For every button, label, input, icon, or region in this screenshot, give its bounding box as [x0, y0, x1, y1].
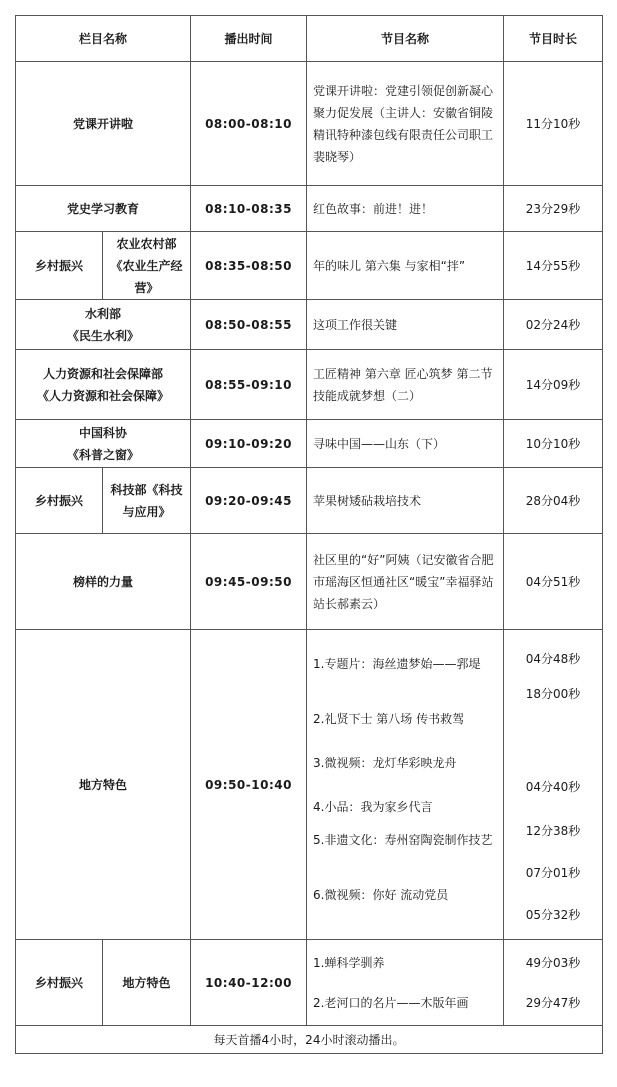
- duration-cell: 28分04秒: [504, 468, 603, 534]
- column-cell: [16, 300, 191, 350]
- table-row: [16, 940, 603, 1026]
- time-cell: 09:20-09:45: [191, 468, 307, 534]
- time-cell: 08:00-08:10: [191, 62, 307, 186]
- duration-item: 29分47秒: [525, 995, 581, 1010]
- program-item: 2.礼贤下士 第八场 传书救驾: [313, 711, 465, 726]
- duration-cell: 02分24秒: [504, 300, 603, 350]
- column-cell: [16, 420, 191, 468]
- duration-cell: 04分51秒: [504, 534, 603, 630]
- column-cell: 乡村振兴: [16, 232, 103, 300]
- time-cell: 08:10-08:35: [191, 186, 307, 232]
- footer-note: 每天首播4小时，24小时滚动播出。: [16, 1026, 603, 1054]
- header-column: 栏目名称: [16, 16, 191, 62]
- table-row: [16, 62, 603, 186]
- column-line-1: 中国科协: [79, 425, 128, 440]
- column-cell: 乡村振兴: [16, 940, 103, 1026]
- duration-cell: 11分10秒: [504, 62, 603, 186]
- time-cell: 08:50-08:55: [191, 300, 307, 350]
- program-item: 5.非遗文化：寿州窑陶瓷制作技艺: [313, 832, 493, 847]
- duration-spacer: [510, 719, 596, 759]
- column-line-2: 《科普之窗》: [67, 447, 140, 462]
- program-cell: 党课开讲啦：党建引领促创新凝心聚力促发展（主讲人：安徽省铜陵精讯特种漆包线有限责任公司职工裴晓琴）: [307, 62, 504, 186]
- column-line-2: 《人力资源和社会保障》: [37, 388, 170, 403]
- sub-column-cell: 农业农村部《农业生产经营》: [103, 232, 191, 300]
- program-item: 2.老河口的名片——木版年画: [313, 995, 469, 1010]
- time-cell: 08:55-09:10: [191, 350, 307, 420]
- program-cell: 苹果树矮砧栽培技术: [307, 468, 504, 534]
- time-cell: 09:50-10:40: [191, 630, 307, 940]
- time-cell: 08:35-08:50: [191, 232, 307, 300]
- schedule-table: [15, 15, 603, 1054]
- column-cell: 地方特色: [16, 630, 191, 940]
- duration-cell: 10分10秒: [504, 420, 603, 468]
- table-row: [16, 300, 603, 350]
- duration-item: 05分32秒: [525, 907, 581, 922]
- column-cell: 乡村振兴: [16, 468, 103, 534]
- program-item: 6.微视频：你好 流动党员: [313, 887, 449, 902]
- duration-cell: 14分55秒: [504, 232, 603, 300]
- program-cell: [307, 940, 504, 1026]
- column-line-1: 水利部: [85, 306, 122, 321]
- program-cell: [307, 630, 504, 940]
- duration-item: 12分38秒: [525, 823, 581, 838]
- column-cell: 党课开讲啦: [16, 62, 191, 186]
- program-item: 1.蝉科学驯养: [313, 955, 385, 970]
- header-program: 节目名称: [307, 16, 504, 62]
- duration-item: 49分03秒: [525, 955, 581, 970]
- duration-item: 04分48秒: [525, 651, 581, 666]
- column-line-2: 《民生水利》: [67, 328, 140, 343]
- column-cell: 党史学习教育: [16, 186, 191, 232]
- table-row: [16, 468, 603, 534]
- column-line-1: 人力资源和社会保障部: [43, 366, 164, 381]
- program-cell: 工匠精神 第六章 匠心筑梦 第二节 技能成就梦想（二）: [307, 350, 504, 420]
- duration-item: 07分01秒: [525, 865, 581, 880]
- column-cell: [16, 350, 191, 420]
- column-cell: 榜样的力量: [16, 534, 191, 630]
- program-cell: 社区里的“好”阿姨（记安徽省合肥市瑶海区恒通社区“暖宝”幸福驿站站长郝素云）: [307, 534, 504, 630]
- footer-row: [16, 1026, 603, 1054]
- time-cell: 09:45-09:50: [191, 534, 307, 630]
- sub-column-cell: 地方特色: [103, 940, 191, 1026]
- duration-cell: 23分29秒: [504, 186, 603, 232]
- sub-column-cell: 科技部《科技与应用》: [103, 468, 191, 534]
- table-row: [16, 350, 603, 420]
- table-row: [16, 534, 603, 630]
- program-item: 4.小品：我为家乡代言: [313, 799, 433, 814]
- program-cell: 年的味儿 第六集 与家相“拌”: [307, 232, 504, 300]
- duration-cell: [504, 940, 603, 1026]
- program-item: 1.专题片：海丝遗梦始——郛堤: [313, 656, 481, 671]
- table-row: [16, 232, 603, 300]
- table-row: [16, 420, 603, 468]
- table-row: [16, 630, 603, 940]
- duration-item: 04分40秒: [525, 779, 581, 794]
- duration-cell: 14分09秒: [504, 350, 603, 420]
- header-duration: 节目时长: [504, 16, 603, 62]
- program-cell: 这项工作很关键: [307, 300, 504, 350]
- time-cell: 10:40-12:00: [191, 940, 307, 1026]
- header-time: 播出时间: [191, 16, 307, 62]
- program-cell: 寻味中国——山东（下）: [307, 420, 504, 468]
- program-item: 3.微视频：龙灯华彩映龙舟: [313, 755, 457, 770]
- table-row: [16, 186, 603, 232]
- program-cell: 红色故事：前进！进！: [307, 186, 504, 232]
- duration-item: 18分00秒: [525, 686, 581, 701]
- time-cell: 09:10-09:20: [191, 420, 307, 468]
- duration-cell: [504, 630, 603, 940]
- header-row: [16, 16, 603, 62]
